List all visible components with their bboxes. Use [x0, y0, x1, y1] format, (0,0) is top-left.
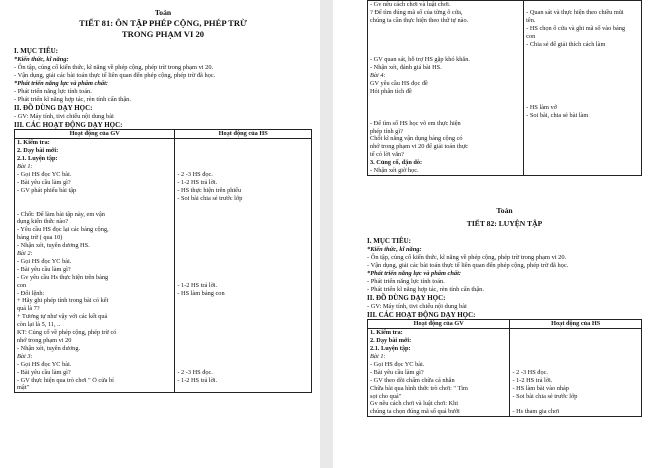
- text-line: - GV: Máy tính, tivi chiếu nội dung bài: [367, 302, 467, 310]
- cell-line: [526, 80, 639, 88]
- cell-line: - HS chọn ô cửa và ghi mã số vào bảng: [526, 24, 626, 32]
- section-objectives: I. MỤC TIÊU:: [14, 47, 59, 55]
- column-header-teacher: Hoạt động của GV: [368, 320, 510, 329]
- cell-line: - GV phát phiếu bài tập: [17, 186, 77, 194]
- cell-line: mật": [17, 384, 30, 392]
- column-header-teacher: Hoạt động của GV: [15, 130, 175, 139]
- cell-line: [370, 112, 521, 120]
- cell-line: [512, 400, 639, 408]
- subheading-knowledge: *Kiến thức, kĩ năng:: [14, 55, 69, 63]
- text-line: - GV: Máy tính, tivi chiếu nội dung bài: [14, 112, 114, 120]
- text-line: - Ôn tập, củng cố kiến thức, kĩ năng về phép cộng, phép trừ trong phạm vi 20.: [14, 63, 214, 71]
- cell-line: [177, 313, 309, 321]
- cell-line: [177, 234, 309, 242]
- text-line: - Vận dụng, giải các bài toán thực tế liên quan đến phép cộng, phép trừ đã học.: [14, 71, 216, 79]
- teacher-activity-cell: [368, 329, 510, 417]
- subheading-knowledge: *Kiến thức, kĩ năng:: [367, 245, 422, 253]
- cell-line: - 2 -3 HS đọc.: [177, 170, 213, 178]
- cell-line: chúng ta chọn đúng mã số quả bưởi: [370, 408, 460, 416]
- cell-line: - Soi bài chia sẻ trước lớp: [177, 194, 243, 202]
- cell-line: [177, 218, 309, 226]
- cell-line: [526, 96, 639, 104]
- cell-line: - Soi bài chia sẻ trước lớp: [512, 392, 578, 400]
- cell-line: [177, 258, 309, 266]
- cell-line: KT: Củng cố về phép cộng, phép trừ có: [17, 329, 117, 337]
- cell-line: con: [526, 32, 536, 40]
- cell-line: nhớ trong phạm vi 20 để giải toán thực: [370, 143, 469, 151]
- cell-line: + Hãy ghi phép tính trong bài có kết: [17, 297, 109, 305]
- cell-line: 2. Dạy bài mới:: [370, 337, 412, 345]
- lesson-title-line2: TRONG PHẠM VI 20: [121, 28, 205, 39]
- cell-line: [177, 147, 309, 155]
- cell-line: - Soi bài, chia sẻ bài làm: [526, 111, 589, 119]
- cell-line: [526, 64, 639, 72]
- cell-line: - 1-2 HS trả lời.: [512, 376, 553, 384]
- cell-line: Bài 1:: [17, 163, 33, 171]
- cell-line: - Để tìm số HS học võ em thực hiện: [370, 119, 461, 127]
- cell-line: [512, 337, 639, 345]
- text-line: - Phát triển kĩ năng hợp tác, rèn tính cẩn thận.: [367, 286, 484, 293]
- cell-line: [370, 48, 521, 56]
- cell-line: [177, 353, 309, 361]
- cell-line: [526, 48, 639, 56]
- student-activity-cell: [524, 1, 642, 176]
- subheading-competence: *Phát triển năng lực và phẩm chất:: [367, 269, 462, 277]
- cell-line: - Gv nêu cách chơi và luật chơi.: [370, 1, 451, 8]
- cell-line: 2.1. Luyện tập:: [17, 155, 58, 163]
- subject-heading: Toán: [154, 8, 172, 17]
- cell-line: Hỏi phân tích đề: [370, 87, 412, 95]
- section-materials: II. ĐỒ DÙNG DẠY HỌC:: [367, 294, 446, 303]
- cell-line: [177, 163, 309, 171]
- cell-line: Chốt kĩ năng vận dụng bảng cộng có: [370, 135, 463, 143]
- cell-line: - Chốt: Để làm bài tập này, em vận: [17, 210, 105, 218]
- continued-activities-table: [367, 0, 642, 176]
- cell-line: - Chia sẻ để giải thích cách làm: [526, 40, 606, 48]
- cell-line: - HS làm vở: [526, 103, 557, 111]
- cell-line: - Bài yêu cầu làm gì?: [17, 178, 71, 186]
- cell-line: Chữa bài qua hình thức trò chơi: " Tìm: [370, 384, 468, 392]
- cell-line: [17, 203, 172, 211]
- cell-line: [370, 25, 521, 33]
- cell-line: [177, 305, 309, 313]
- text-line: - Phát triển năng lực tính toán.: [367, 277, 445, 285]
- cell-line: Bài 4:: [370, 72, 386, 80]
- cell-line: quả là 7?: [17, 305, 40, 313]
- cell-line: [370, 41, 521, 49]
- cell-line: - Nhận xét, đánh giá bài HS.: [370, 64, 442, 72]
- cell-line: - Gv yêu cầu Hs thực hiện trên bảng: [17, 273, 109, 281]
- cell-line: - HS làm bảng con: [177, 289, 225, 297]
- cell-line: [512, 345, 639, 353]
- cell-line: còn lại là 5, 11, ..: [17, 321, 61, 329]
- cell-line: chúng ta cần thực hiện theo thứ tự nào.: [370, 16, 469, 24]
- text-line: - Vận dụng, giải các bài toán thực tế liên quan đến phép cộng, phép trừ đã học.: [367, 261, 569, 269]
- cell-line: [177, 297, 309, 305]
- cell-line: - 2 -3 HS đọc.: [177, 368, 213, 376]
- cell-line: [177, 329, 309, 337]
- cell-line: [177, 226, 309, 234]
- cell-line: - Hs tham gia chơi: [512, 408, 560, 416]
- cell-line: [177, 321, 309, 329]
- cell-line: 1. Kiểm tra:: [370, 329, 403, 337]
- page-gap: [320, 0, 333, 468]
- cell-line: - 1-2 HS trả lời.: [177, 178, 218, 186]
- cell-line: [526, 1, 639, 9]
- cell-line: tên.: [526, 16, 536, 24]
- subheading-competence: *Phát triển năng lực và phẩm chất:: [14, 79, 109, 87]
- cell-line: - 2 -3 HS đọc.: [512, 368, 548, 376]
- cell-line: [370, 96, 521, 104]
- cell-line: [512, 329, 639, 337]
- cell-line: - Nhận xét, tuyên dương.: [17, 344, 81, 352]
- cell-line: [177, 155, 309, 163]
- cell-line: - Gọi HS đọc YC bài.: [17, 360, 72, 368]
- cell-line: [512, 353, 639, 361]
- cell-line: 2.1. Luyện tập:: [370, 345, 411, 353]
- cell-line: con: [17, 281, 27, 289]
- cell-line: - Nhận xét giờ học.: [370, 167, 419, 175]
- cell-line: + Tương tự như vậy với các kết quả: [17, 313, 108, 321]
- cell-line: - 1-2 HS trả lời.: [177, 376, 218, 384]
- cell-line: [177, 250, 309, 258]
- cell-line: - Gọi HS đọc YC bài.: [370, 360, 425, 368]
- cell-line: - GV thực hiện qua trò chơi " Ô cửa bí: [17, 376, 114, 384]
- cell-line: Bài 3:: [17, 352, 33, 360]
- cell-line: - Nhận xét, tuyên dương HS.: [17, 242, 90, 250]
- cell-line: [370, 104, 521, 112]
- student-activity-cell: [175, 139, 312, 393]
- cell-line: [177, 203, 309, 211]
- text-line: - Phát triển năng lực tính toán.: [14, 87, 92, 95]
- cell-line: - Gọi HS đọc YC bài.: [17, 170, 72, 178]
- column-header-student: Hoạt động của HS: [510, 320, 642, 329]
- cell-line: ? Để tìm đúng mã số của từng ô cửa,: [370, 8, 463, 16]
- cell-line: - Gọi HS đọc YC bài.: [17, 257, 72, 265]
- cell-line: 2. Dạy bài mới:: [17, 147, 59, 155]
- cell-line: 1. Kiểm tra:: [17, 139, 50, 147]
- right-document-page: [333, 0, 650, 468]
- cell-line: [526, 88, 639, 96]
- lesson-title-line1: TIẾT 81: ÔN TẬP PHÉP CỘNG, PHÉP TRỪ: [79, 18, 247, 28]
- cell-line: dụng kiến thức nào?: [17, 218, 69, 226]
- cell-line: [177, 361, 309, 369]
- student-activity-cell: [510, 329, 642, 417]
- cell-line: [177, 211, 309, 219]
- section-activities: III. CÁC HOẠT ĐỘNG DẠY HỌC:: [367, 310, 476, 319]
- cell-line: bảng trừ ( qua 10): [17, 234, 63, 242]
- section-objectives: I. MỤC TIÊU:: [367, 236, 412, 245]
- cell-line: - Đổi lệnh:: [17, 289, 45, 297]
- cell-line: [370, 33, 521, 41]
- cell-line: nhớ trong phạm vi 20: [17, 337, 72, 344]
- activities-table: [14, 129, 312, 393]
- text-line: - Ôn tập, củng cố kiến thức, kĩ năng về phép cộng, phép trừ trong phạm vi 20.: [367, 253, 567, 261]
- activities-table: [367, 319, 642, 417]
- cell-line: [512, 361, 639, 369]
- cell-line: Bài 2:: [17, 250, 33, 258]
- cell-line: [526, 72, 639, 80]
- cell-line: Bài 1:: [370, 353, 386, 360]
- cell-line: - Bài yêu cầu làm gì?: [370, 368, 424, 376]
- cell-line: GV yêu cầu HS đọc đề: [370, 80, 428, 88]
- cell-line: [177, 337, 309, 345]
- cell-line: sọt cho quả": [370, 392, 402, 400]
- left-document-page: [0, 0, 320, 468]
- cell-line: 3. Củng cố, dặn dò:: [370, 159, 423, 167]
- column-header-student: Hoạt động của HS: [175, 130, 312, 139]
- cell-line: - 1-2 HS trả lời.: [177, 281, 218, 289]
- cell-line: [177, 274, 309, 282]
- text-line: - Phát triển kĩ năng hợp tác, rèn tính cẩn thận.: [14, 96, 131, 104]
- cell-line: [177, 345, 309, 353]
- cell-line: [177, 139, 309, 147]
- cell-line: phép tính gì?: [370, 127, 403, 135]
- cell-line: - Yêu cầu HS đọc lại các bảng cộng,: [17, 226, 109, 234]
- cell-line: [17, 195, 172, 203]
- cell-line: Gv nêu cách chơi và luật chơi: Khi: [370, 400, 458, 408]
- teacher-activity-cell: [368, 1, 524, 176]
- section-materials: II. ĐỒ DÙNG DẠY HỌC:: [14, 104, 93, 113]
- cell-line: [177, 266, 309, 274]
- cell-line: - HS làm bài vào nháp: [512, 384, 569, 392]
- cell-line: tế có lời văn?: [370, 151, 404, 159]
- cell-line: - Bài yêu cầu làm gì?: [17, 368, 71, 376]
- cell-line: - HS thực hiện trên phiếu: [177, 186, 242, 194]
- cell-line: - Quan sát và thực hiện theo chiều mũi: [526, 8, 624, 16]
- cell-line: [177, 242, 309, 250]
- section-activities: III. CÁC HOẠT ĐỘNG DẠY HỌC:: [14, 120, 123, 129]
- cell-line: - GV quan sát, hỗ trợ HS gặp khó khăn.: [370, 56, 470, 64]
- cell-line: - Bài yêu cầu làm gì?: [17, 265, 71, 273]
- subject-heading: Toán: [496, 205, 513, 215]
- cell-line: - GV theo dõi chấm chữa cá nhân: [370, 376, 455, 384]
- teacher-activity-cell: [15, 139, 175, 393]
- cell-line: [526, 56, 639, 64]
- lesson-title: TIẾT 82: LUYỆN TẬP: [466, 218, 543, 228]
